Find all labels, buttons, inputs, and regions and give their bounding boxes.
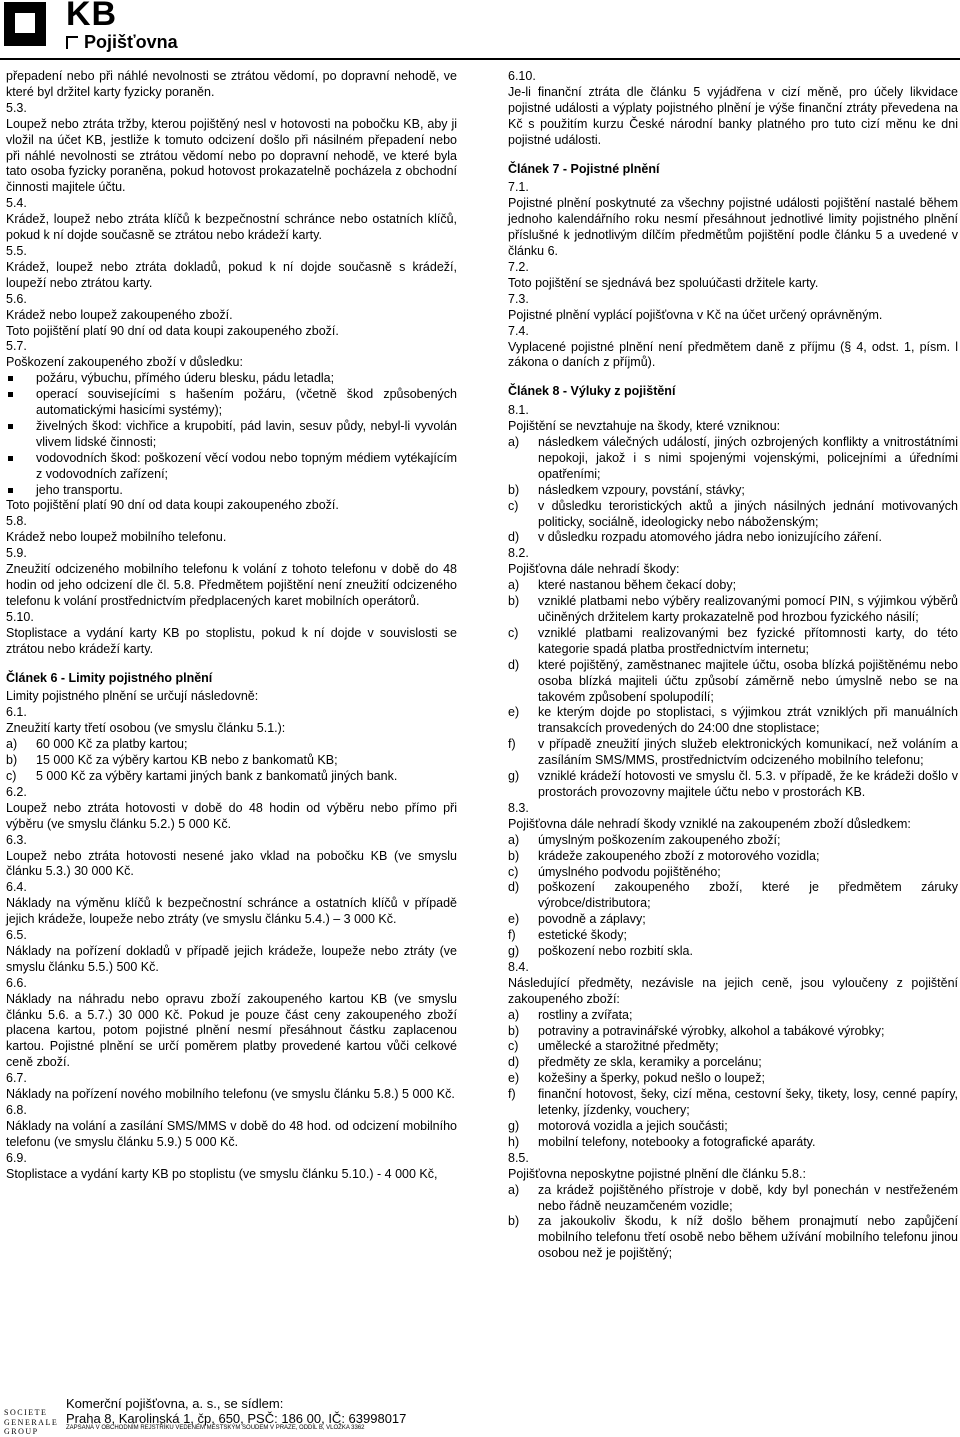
list-item: [508, 1214, 958, 1262]
paragraph: 6.3.: [6, 832, 27, 847]
list-marker: e): [508, 1071, 520, 1086]
paragraph: Pojištění se nevztahuje na škody, které vzniknou:: [508, 419, 781, 434]
sg-line-3: GROUP: [4, 1427, 39, 1436]
list-item-text: úmyslného podvodu pojištěného;: [538, 864, 721, 879]
list-item-text: za krádež pojištěného přístroje v době, kdy byl ponechán v nestřeženém nebo řádně neuzamčeném vozidle;: [538, 1182, 958, 1213]
list-item-text: předměty ze skla, keramiky a porcelánu;: [538, 1055, 762, 1070]
paragraph: 6.4.: [6, 880, 27, 895]
list-item-text: které pojištěný, zaměstnanec majitele účtu, osoba blízká pojištěnému nebo osoba blízká majiteli účtu způsobí záměrně nebo úmyslně nebo se na takovém způsobení spolupodílí;: [538, 657, 958, 704]
list-item: [6, 451, 457, 483]
list-marker: h): [508, 1134, 520, 1149]
paragraph: Krádež, loupež nebo ztráta dokladů, pokud k ní dojde současně s krádeží, loupeží nebo ztrátou karty.: [6, 259, 457, 290]
paragraph: Náklady na náhradu nebo opravu zboží zakoupeného kartou KB (ve smyslu článku 5.6. a 5.7.) 30 000 Kč. Pokud je pouze část ceny zakoupeného zboží placena kartou, potom pojistné plnění nesmí přesáhnout částku zaplacenou kartou. Pojistné plnění se určí poměrem platby provedené kartou vůči celkové ceně zboží.: [6, 991, 457, 1070]
paragraph: Pojistné plnění poskytnuté za všechny pojistné události pojištění nastalé během jednoho kalendářního roku nesmí přesáhnout jednotlivé limity pojistného plnění příslušné k jednotlivým dílčím předmětům pojištění podle článku 5 a uvedené v článku 6.: [508, 196, 958, 259]
list-item-text: operací souvisejícími s hašením požáru, (včetně škod způsobených automatickými hasicími systémy);: [36, 387, 457, 418]
list-item: [508, 626, 958, 658]
sg-line-2: GENERALE: [4, 1417, 59, 1427]
list-marker: b): [6, 753, 18, 768]
paragraph: Pojišťovna dále nehradí škody vzniklé na zakoupeném zboží důsledkem:: [508, 816, 911, 831]
article-heading: Článek 8 - Výluky z pojištění: [508, 384, 676, 399]
list-marker: g): [508, 944, 520, 959]
list-item: [508, 658, 958, 706]
paragraph: 6.8.: [6, 1103, 27, 1117]
paragraph: Pojišťovna neposkytne pojistné plnění dle článku 5.8.:: [508, 1166, 806, 1181]
list-item-text: poškození nebo rozbití skla.: [538, 944, 693, 959]
list-item-text: finanční hotovost, šeky, cizí měna, cestovní šeky, tikety, losy, cenné papíry, letenky, jízdenky, vouchery;: [538, 1087, 958, 1118]
list-item: [508, 499, 958, 531]
paragraph: Limity pojistného plnění se určují následovně:: [6, 689, 259, 704]
list-item: [6, 419, 457, 451]
list-item: [508, 833, 958, 849]
list-item-text: které nastanou během čekací doby;: [538, 578, 737, 593]
societe-generale-logo: [4, 1408, 58, 1437]
list-item: [508, 530, 958, 546]
list-item: [508, 1135, 958, 1151]
list-item: [508, 1055, 958, 1071]
paragraph: 8.3.: [508, 800, 529, 815]
bullet-icon: [8, 456, 13, 461]
list-marker: a): [508, 1007, 520, 1022]
paragraph: přepadení nebo při náhlé nevolnosti se ztrátou vědomí, po dopravní nehodě, ve které byl držitel karty fyzicky poraněn.: [6, 69, 457, 99]
corner-mark-icon: [66, 36, 78, 49]
paragraph: Toto pojištění platí 90 dní od data koupi zakoupeného zboží.: [6, 323, 339, 338]
paragraph: Toto pojištění platí 90 dní od data koupi zakoupeného zboží.: [6, 498, 339, 513]
list-item: [508, 1024, 958, 1040]
list-item-text: následkem vzpoury, povstání, stávky;: [538, 482, 745, 497]
paragraph: Náklady na volání a zasílání SMS/MMS v době do 48 hod. od odcizení mobilního telefonu (ve smyslu článku 5.9.) 5 000 Kč.: [6, 1118, 457, 1149]
list-item-text: v důsledku rozpadu atomového jádra nebo ionizujícího záření.: [538, 530, 882, 545]
list-marker: b): [508, 1214, 520, 1229]
list-item-text: vzniklé platbami nebo výběry realizovanými pomocí PIN, s výjimkou výběrů učiněných držitelem karty prokazatelně pod hrozbou fyzického násilí;: [538, 594, 958, 624]
bullet-icon: [8, 488, 13, 493]
paragraph: 6.9.: [6, 1150, 27, 1165]
list-item-text: živelných škod: vichřice a krupobití, pád lavin, sesuv půdy, nebyl-li vyvolán vlivem lidské činnosti;: [36, 418, 457, 449]
list-item: [508, 1087, 958, 1119]
paragraph: Loupež nebo ztráta hotovosti nesené jako vklad na pobočku KB (ve smyslu článku 5.3.) 30 000 Kč.: [6, 848, 457, 879]
list-item: [508, 944, 958, 960]
paragraph: Zneužití odcizeného mobilního telefonu k volání z tohoto telefonu v době do 48 hodin od jeho odcizení dle čl. 5.8. Předmětem pojištění není zneužití odcizeného telefonu k volání prostřednictvím předplacených karet mobilních operátorů.: [6, 562, 457, 608]
paragraph: 6.2.: [6, 784, 27, 799]
list-item-text: mobilní telefony, notebooky a fotografické aparáty.: [538, 1134, 816, 1149]
list-item-text: požáru, výbuchu, přímého úderu blesku, pádu letadla;: [36, 371, 335, 386]
paragraph: Náklady na výměnu klíčů k bezpečnostní schránce a ostatních klíčů v případě jejich krádeže, loupeže nebo ztráty (ve smyslu článku 5.4.) – 3 000 Kč.: [6, 896, 457, 927]
list-item-text: povodně a záplavy;: [538, 912, 646, 927]
list-marker: b): [508, 482, 520, 497]
paragraph: Loupež nebo ztráta tržby, kterou pojištěný nesl v hotovosti na pobočku KB, aby ji vložil na účet KB, jestliže k tomuto odcizení došlo při násilném přepadení nebo při náhlé nevolnosti se ztrátou vědomí nebo po dopravní nehodě, ve které byla tato osoba fyzicky poraněna, pokud hotovost prokazatelně pocházela z obchodní činnosti majitele účtu.: [6, 116, 457, 195]
footer-registry: ZAPSANÁ V OBCHODNÍM REJSTŘÍKU VEDENÉM MĚSTSKÝM SOUDEM V PRAZE, ODDÍL B, VLOŽKA 3362: [66, 1425, 365, 1431]
bullet-icon: [8, 376, 13, 381]
paragraph: Toto pojištění se sjednává bez spoluúčasti držitele karty.: [508, 275, 819, 290]
bullet-icon: [8, 424, 13, 429]
list-item: [508, 483, 958, 499]
list-marker: b): [508, 848, 520, 863]
list-marker: b): [508, 1023, 520, 1038]
list-marker: a): [6, 737, 18, 752]
paragraph: 5.4.: [6, 196, 27, 211]
list-item: [6, 387, 457, 419]
list-item: [508, 594, 958, 626]
paragraph: Poškození zakoupeného zboží v důsledku:: [6, 355, 243, 370]
list-item-text: 60 000 Kč za platby kartou;: [36, 737, 188, 752]
list-item: [508, 769, 958, 801]
paragraph: Náklady na pořízení nového mobilního telefonu (ve smyslu článku 5.8.) 5 000 Kč.: [6, 1087, 455, 1102]
list-marker: f): [508, 737, 516, 752]
logo-subtitle-text: Pojišťovna: [84, 32, 178, 52]
paragraph: Krádež nebo loupež zakoupeného zboží.: [6, 307, 233, 322]
paragraph: Stoplistace a vydání karty KB po stoplistu, pokud k ní dojde v souvislosti se ztrátou nebo krádeží karty.: [6, 625, 457, 656]
list-marker: a): [508, 832, 520, 847]
kb-logo-text: KB: [66, 0, 118, 33]
list-item-text: v důsledku teroristických aktů a jiných násilných jednání motivovaných politicky, sociálně, ideologicky nebo náboženským;: [538, 498, 958, 529]
list-item-text: vzniklé krádeží hotovosti ve smyslu čl. 5.3. v případě, že ke krádeži došlo v prostorách provozovny majitele účtu nebo v prostorách KB.: [538, 769, 958, 799]
list-item: [508, 912, 958, 928]
logo-subtitle: [66, 32, 178, 52]
paragraph: 5.3.: [6, 100, 27, 115]
paragraph: 7.4.: [508, 323, 529, 338]
paragraph: Zneužití karty třetí osobou (ve smyslu článku 5.1.):: [6, 721, 286, 736]
paragraph: 6.5.: [6, 928, 27, 943]
list-item-text: 15 000 Kč za výběry kartou KB nebo z bankomatů KB;: [36, 753, 338, 768]
list-marker: d): [508, 880, 520, 895]
list-marker: d): [508, 530, 520, 545]
paragraph: 5.10.: [6, 609, 34, 624]
list-item: [508, 435, 958, 483]
list-item: [6, 737, 457, 753]
list-item: [508, 1039, 958, 1055]
sg-line-1: SOCIETE: [4, 1408, 48, 1417]
list-item: [508, 1071, 958, 1087]
list-marker: c): [508, 498, 519, 513]
paragraph: Pojišťovna dále nehradí škody:: [508, 562, 680, 577]
paragraph: 8.2.: [508, 546, 529, 561]
list-item-text: úmyslným poškozením zakoupeného zboží;: [538, 832, 781, 847]
paragraph: Stoplistace a vydání karty KB po stoplistu (ve smyslu článku 5.10.) - 4 000 Kč,: [6, 1166, 438, 1181]
list-item: [508, 849, 958, 865]
list-item-text: vzniklé platbami realizovanými bez fyzické přítomnosti karty, do této kategorie spadá platba prostřednictvím internetu;: [538, 625, 958, 656]
bullet-icon: [8, 392, 13, 397]
paragraph: Náklady na pořízení dokladů v případě jejich krádeže, loupeže nebo ztráty (ve smyslu článku 5.5.) 500 Kč.: [6, 943, 457, 974]
list-marker: e): [508, 912, 520, 927]
list-marker: g): [508, 769, 520, 784]
list-item-text: v případě zneužití jiných služeb elektronických komunikací, než voláním a zasíláním SMS/MMS, prostřednictvím odcizeného mobilního telefonu;: [538, 737, 958, 768]
list-marker: a): [508, 1182, 520, 1197]
list-item-text: následkem válečných událostí, jiných ozbrojených konflikty a vnitrostátními nepokoji, jakož i s nimi spojenými vojenskými, policejními a úředními opatřeními;: [538, 435, 958, 481]
paragraph: Je-li finanční ztráta dle článku 5 vyjádřena v cizí měně, pro účely likvidace pojistné události a výplaty pojistného plnění je výše finanční ztráty převedena na Kč s použitím kurzu České národní banky platného pro tuto cizí měnu ke dni pojistné události.: [508, 84, 958, 147]
article-heading: Článek 7 - Pojistné plnění: [508, 161, 660, 176]
paragraph: Vyplacené pojistné plnění není předmětem daně z příjmu (§ 4, odst. 1, písm. l zákona o daních z příjmů).: [508, 339, 958, 370]
list-item: [508, 1183, 958, 1215]
list-marker: c): [6, 768, 17, 783]
list-marker: d): [508, 657, 520, 672]
header-divider: [0, 58, 960, 60]
paragraph: Následující předměty, nezávisle na jejich ceně, jsou vyloučeny z pojištění zakoupeného zboží:: [508, 975, 958, 1006]
list-item-text: jeho transportu.: [36, 482, 123, 497]
paragraph: 5.5.: [6, 243, 27, 258]
list-item-text: umělecké a starožitné předměty;: [538, 1039, 719, 1054]
list-marker: f): [508, 1087, 516, 1102]
paragraph: 5.6.: [6, 291, 27, 306]
paragraph: 6.10.: [508, 69, 536, 83]
list-marker: a): [508, 578, 520, 593]
page-footer: [0, 1396, 960, 1436]
list-item: [6, 483, 457, 499]
list-item-text: ke kterým dojde po stoplistaci, s výjimkou ztrát vzniklých při manuálních transakcích provedených do 24:00 dne stoplistace;: [538, 705, 958, 736]
paragraph: 5.7.: [6, 339, 27, 354]
list-item: [508, 1119, 958, 1135]
list-item-text: 5 000 Kč za výběry kartami jiných bank z bankomatů jiných bank.: [36, 768, 398, 783]
paragraph: Loupež nebo ztráta hotovosti v době do 48 hodin od výběru nebo přímo při výběru (ve smyslu článku 5.2.) 5 000 Kč.: [6, 800, 457, 831]
paragraph: 5.8.: [6, 514, 27, 529]
paragraph: 6.6.: [6, 975, 27, 990]
list-marker: c): [508, 864, 519, 879]
paragraph: Krádež, loupež nebo ztráta klíčů k bezpečnostní schránce nebo ostatních klíčů, pokud k ní dojde současně se ztrátou nebo krádeží karty.: [6, 212, 457, 243]
footer-address: Praha 8, Karolinská 1, čp. 650, PSČ: 186 00, IČ: 63998017: [66, 1411, 407, 1426]
list-marker: d): [508, 1055, 520, 1070]
list-marker: e): [508, 705, 520, 720]
list-item-text: krádeže zakoupeného zboží z motorového vozidla;: [538, 848, 820, 863]
list-item-text: estetické škody;: [538, 928, 627, 943]
paragraph: 8.4.: [508, 959, 529, 974]
list-item: [508, 578, 958, 594]
paragraph: 7.2.: [508, 259, 529, 274]
paragraph: Pojistné plnění vyplácí pojišťovna v Kč na účet určený oprávněným.: [508, 307, 883, 322]
list-item: [6, 371, 457, 387]
list-item-text: poškození zakoupeného zboží, které je předmětem záruky výrobce/distributora;: [538, 880, 958, 911]
article-heading: Článek 6 - Limity pojistného plnění: [6, 670, 213, 685]
list-item-text: kožešiny a šperky, pokud nešlo o loupež;: [538, 1071, 765, 1086]
paragraph: 6.1.: [6, 705, 27, 720]
footer-company: Komerční pojišťovna, a. s., se sídlem:: [66, 1396, 284, 1411]
list-item-text: motorová vozidla a jejich součásti;: [538, 1119, 728, 1133]
list-marker: c): [508, 1039, 519, 1054]
list-item-text: vodovodních škod: poškození věcí vodou nebo topným médiem vytékajícím z vodovodních zařízení;: [36, 450, 457, 481]
list-item: [508, 737, 958, 769]
paragraph: 6.7.: [6, 1071, 27, 1086]
list-item-text: rostliny a zvířata;: [538, 1007, 633, 1022]
paragraph: 7.1.: [508, 180, 529, 195]
paragraph: 8.1.: [508, 403, 529, 418]
list-item: [508, 928, 958, 944]
list-item: [508, 1008, 958, 1024]
list-marker: b): [508, 594, 520, 609]
list-marker: f): [508, 928, 516, 943]
list-item: [6, 753, 457, 769]
list-item: [508, 880, 958, 912]
paragraph: 7.3.: [508, 291, 529, 306]
paragraph: 8.5.: [508, 1150, 529, 1165]
list-marker: a): [508, 435, 520, 450]
kb-logo-mark: [4, 2, 46, 46]
list-item: [508, 705, 958, 737]
list-item: [6, 769, 457, 785]
left-column: [6, 69, 457, 1183]
paragraph: 5.9.: [6, 546, 27, 561]
paragraph: Krádež nebo loupež mobilního telefonu.: [6, 530, 227, 545]
right-column: [508, 69, 958, 1262]
list-item-text: za jakoukoliv škodu, k níž došlo během pronajmutí nebo zapůjčení mobilního telefonu třetí osobě nebo během užívání mobilního telefonu jinou osobou než je pojištěný;: [538, 1214, 958, 1261]
list-marker: c): [508, 625, 519, 640]
list-item-text: potraviny a potravinářské výrobky, alkohol a tabákové výrobky;: [538, 1023, 885, 1038]
list-marker: g): [508, 1119, 520, 1133]
page-header: [0, 0, 960, 58]
list-item: [508, 865, 958, 881]
